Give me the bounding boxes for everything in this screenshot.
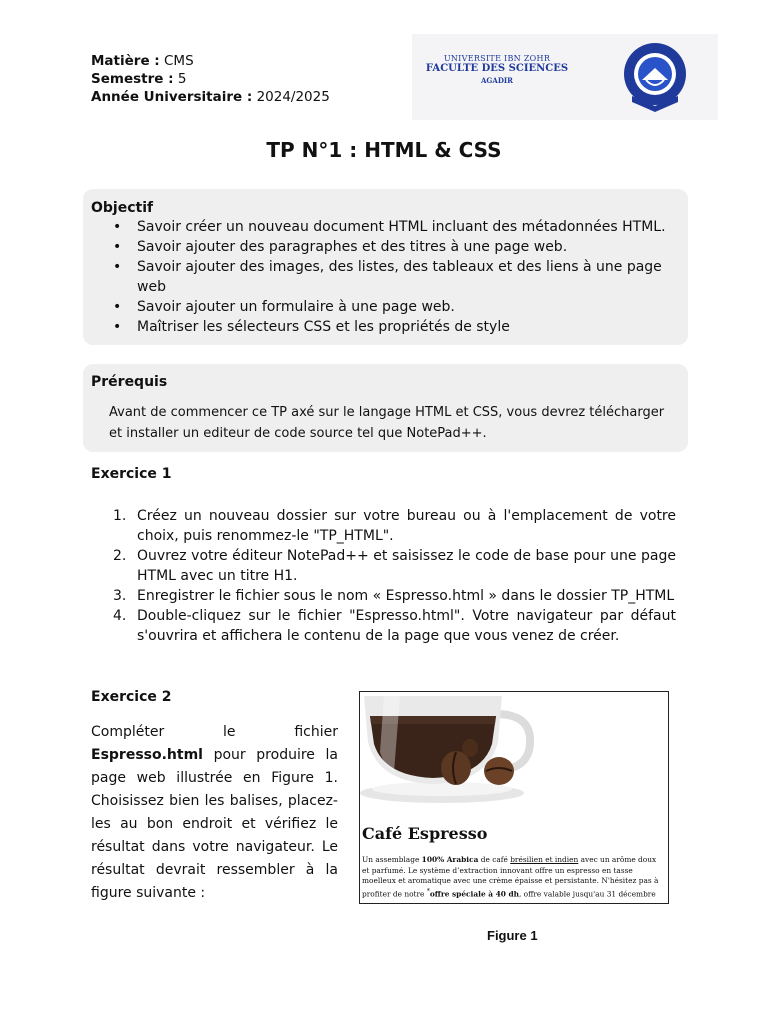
logo-text: UNIVERSITE IBN ZOHR FACULTE DES SCIENCES AGADIR: [425, 54, 569, 85]
exercice1-steps: [91, 506, 676, 646]
prerequis-box: [83, 364, 688, 452]
exercice2-text: Compléter le fichier Espresso.html pour produire la page web illustrée en Figure 1. Choisissez bien les balises, placez-les au bon endroit et vérifiez le résultat dans votre navigateur. Le résultat devrait ressembler à la figure suivante :: [91, 724, 338, 901]
figure-paragraph: Un assemblage 100% Arabica de café brésilien et indien avec un arôme doux et parfumé. Le système d’extraction innovant offre un espresso en tasse moelleux et aromatique avec une crème épaisse et persistante. N'hésitez pas à profiter de notre *offre spéciale à 40 dh, offre valable jusqu'au 31 décembre: [362, 855, 659, 898]
objectif-box: [83, 189, 688, 345]
annee-line: Année Universitaire : 2024/2025: [91, 89, 330, 105]
exercice1-heading: Exercice 1: [91, 466, 172, 482]
course-meta: [91, 52, 330, 106]
semestre-line: Semestre : 5: [91, 71, 187, 87]
list-item: • Savoir créer un nouveau document HTML incluant des métadonnées HTML.: [137, 217, 676, 237]
figure-caption: Figure 1: [487, 928, 538, 943]
exercice2-heading: Exercice 2: [91, 689, 172, 705]
list-item: 2. Ouvrez votre éditeur NotePad++ et saisissez le code de base pour une page HTML avec un titre H1.: [113, 548, 676, 584]
university-seal-icon: [618, 40, 692, 114]
list-item: 3. Enregistrer le fichier sous le nom « Espresso.html » dans le dossier TP_HTML: [113, 588, 675, 604]
list-item: 4. Double-cliquez sur le fichier "Espresso.html". Votre navigateur par défaut s'ouvrira et affichera le contenu de la page que vous venez de créer.: [113, 608, 676, 644]
list-item: • Savoir ajouter un formulaire à une page web.: [137, 297, 676, 317]
list-item: • Savoir ajouter des images, des listes, des tableaux et des liens à une page web: [137, 257, 676, 297]
list-item: 1. Créez un nouveau dossier sur votre bureau ou à l'emplacement de votre choix, puis renommez-le "TP_HTML".: [113, 508, 676, 544]
objectif-heading: Objectif: [91, 200, 154, 216]
coffee-cup-icon: [360, 692, 668, 816]
prerequis-text: Avant de commencer ce TP axé sur le langage HTML et CSS, vous devrez télécharger et installer un editeur de code source tel que NotePad++.: [109, 405, 665, 441]
list-item: • Savoir ajouter des paragraphes et des titres à une page web.: [137, 237, 676, 257]
list-item: • Maîtriser les sélecteurs CSS et les propriétés de style: [137, 317, 676, 337]
objectif-list: [91, 217, 676, 337]
figure-title: Café Espresso: [362, 824, 488, 843]
matiere-line: Matière : CMS: [91, 53, 194, 69]
page-title: TP N°1 : HTML & CSS: [266, 138, 502, 162]
university-logo: [412, 34, 718, 120]
prerequis-heading: Prérequis: [91, 374, 168, 390]
figure-espresso: [359, 691, 669, 904]
